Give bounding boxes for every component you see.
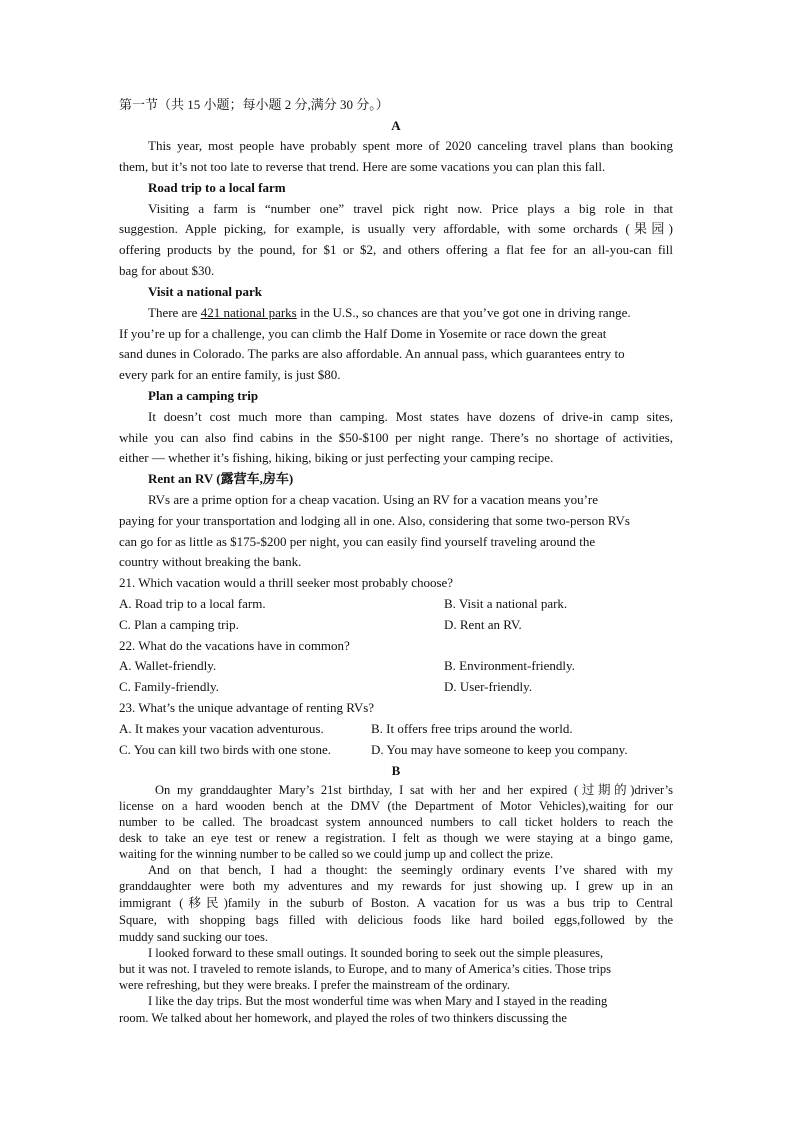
park-line: sand dunes in Colorado. The parks are also affordable. An annual pass, which guarantees entry to: [119, 346, 625, 361]
rv-heading: Rent an RV (露营车,房车): [148, 471, 294, 486]
farm-line: Visiting a farm is “number one” travel pick right now. Price plays a big role in that: [148, 201, 673, 216]
park-line: If you’re up for a challenge, you can climb the Half Dome in Yosemite or race down the great: [119, 326, 607, 341]
option-a[interactable]: A. Road trip to a local farm.: [119, 596, 266, 611]
passage-b-line: On my granddaughter Mary’s 21st birthday, I sat with her and her expired (过期的)driver’s: [155, 783, 673, 797]
camping-line: either — whether it’s fishing, hiking, biking or just perfecting your camping recipe.: [119, 450, 554, 465]
intro-line: them, but it’s not too late to reverse that trend. Here are some vacations you can plan this fall.: [119, 159, 606, 174]
question-stem: 23. What’s the unique advantage of renting RVs?: [119, 700, 375, 715]
camping-line: It doesn’t cost much more than camping. Most states have dozens of drive-in camp sites,: [148, 409, 673, 424]
option-b[interactable]: B. Visit a national park.: [444, 596, 568, 611]
park-line: every park for an entire family, is just $80.: [119, 367, 341, 382]
intro-line: This year, most people have probably spent more of 2020 canceling travel plans than booking: [148, 138, 673, 153]
farm-line: offering products by the pound, for $1 or $2, and others offering a flat fee for an all-you-can fill: [119, 242, 673, 257]
option-c[interactable]: C. You can kill two birds with one stone.: [119, 742, 331, 757]
section-header: 第一节（共 15 小题；每小题 2 分,满分 30 分。）: [119, 97, 389, 112]
park-heading: Visit a national park: [148, 284, 263, 299]
camping-line: while you can also find cabins in the $50-$100 per night range. There’s no shortage of activities,: [119, 430, 673, 445]
passage-b-label: B: [391, 763, 401, 778]
rv-line: paying for your transportation and lodging all in one. Also, considering that some two-person RVs: [119, 513, 630, 528]
passage-b-line: immigrant (移民)family in the suburb of Boston. A vacation for us was a bus trip to Central: [119, 896, 673, 910]
option-d[interactable]: D. User-friendly.: [444, 679, 533, 694]
camping-heading: Plan a camping trip: [148, 388, 259, 403]
option-c[interactable]: C. Family-friendly.: [119, 679, 219, 694]
park-line: [148, 304, 673, 321]
option-a[interactable]: A. Wallet-friendly.: [119, 658, 217, 673]
farm-heading: Road trip to a local farm: [148, 180, 286, 195]
passage-a-label: A: [391, 118, 401, 133]
option-b[interactable]: B. Environment-friendly.: [444, 658, 575, 673]
park-text: There are: [148, 305, 201, 320]
passage-b-line: but it was not. I traveled to remote islands, to Europe, and to many of America’s cities. Those trips: [119, 962, 612, 976]
option-d[interactable]: D. You may have someone to keep you company.: [371, 742, 628, 757]
passage-b-line: waiting for the winning number to be called so we could jump up and collect the prize.: [119, 847, 554, 861]
question-stem: 21. Which vacation would a thrill seeker most probably choose?: [119, 575, 454, 590]
passage-b-line: were refreshing, but they were breaks. I prefer the mainstream of the ordinary.: [119, 978, 511, 992]
passage-b-line: And on that bench, I had a thought: the seemingly ordinary events I’ve shared with my: [148, 863, 673, 877]
park-text: in the U.S., so chances are that you’ve got one in driving range.: [296, 305, 631, 320]
rv-line: RVs are a prime option for a cheap vacation. Using an RV for a vacation means you’re: [148, 492, 598, 507]
passage-b-line: desk to take an eye test or renew a registration. I felt as though we were staying at a bingo game,: [119, 831, 673, 845]
question-stem: 22. What do the vacations have in common?: [119, 638, 350, 653]
passage-b-line: Square, with shopping bags filled with delicious foods like hard boiled eggs,followed by the: [119, 913, 673, 927]
passage-b-line: license on a hard wooden bench at the DMV (the Department of Motor Vehicles),waiting for our: [119, 799, 673, 813]
national-parks-link[interactable]: 421 national parks: [200, 305, 297, 320]
passage-b-line: room. We talked about her homework, and played the roles of two thinkers discussing the: [119, 1011, 567, 1025]
passage-b-line: I like the day trips. But the most wonderful time was when Mary and I stayed in the reading: [148, 994, 608, 1008]
passage-b-line: number to be called. The broadcast system announced numbers to call ticket holders to reach the: [119, 815, 673, 829]
passage-b-line: muddy sand sucking our toes.: [119, 930, 268, 944]
farm-line: bag for about $30.: [119, 263, 215, 278]
rv-line: country without breaking the bank.: [119, 554, 302, 569]
option-a[interactable]: A. It makes your vacation adventurous.: [119, 721, 324, 736]
option-b[interactable]: B. It offers free trips around the world.: [371, 721, 573, 736]
passage-b-line: I looked forward to these small outings. It sounded boring to seek out the simple pleasures,: [148, 946, 604, 960]
rv-line: can go for as little as $175-$200 per night, you can easily find yourself traveling around the: [119, 534, 596, 549]
option-d[interactable]: D. Rent an RV.: [444, 617, 522, 632]
farm-line: suggestion. Apple picking, for example, is usually very affordable, with some orchards (果园): [119, 221, 673, 236]
option-c[interactable]: C. Plan a camping trip.: [119, 617, 239, 632]
passage-b-line: granddaughter were both my adventures and my rewards for just showing up. I grew up in an: [119, 879, 673, 893]
